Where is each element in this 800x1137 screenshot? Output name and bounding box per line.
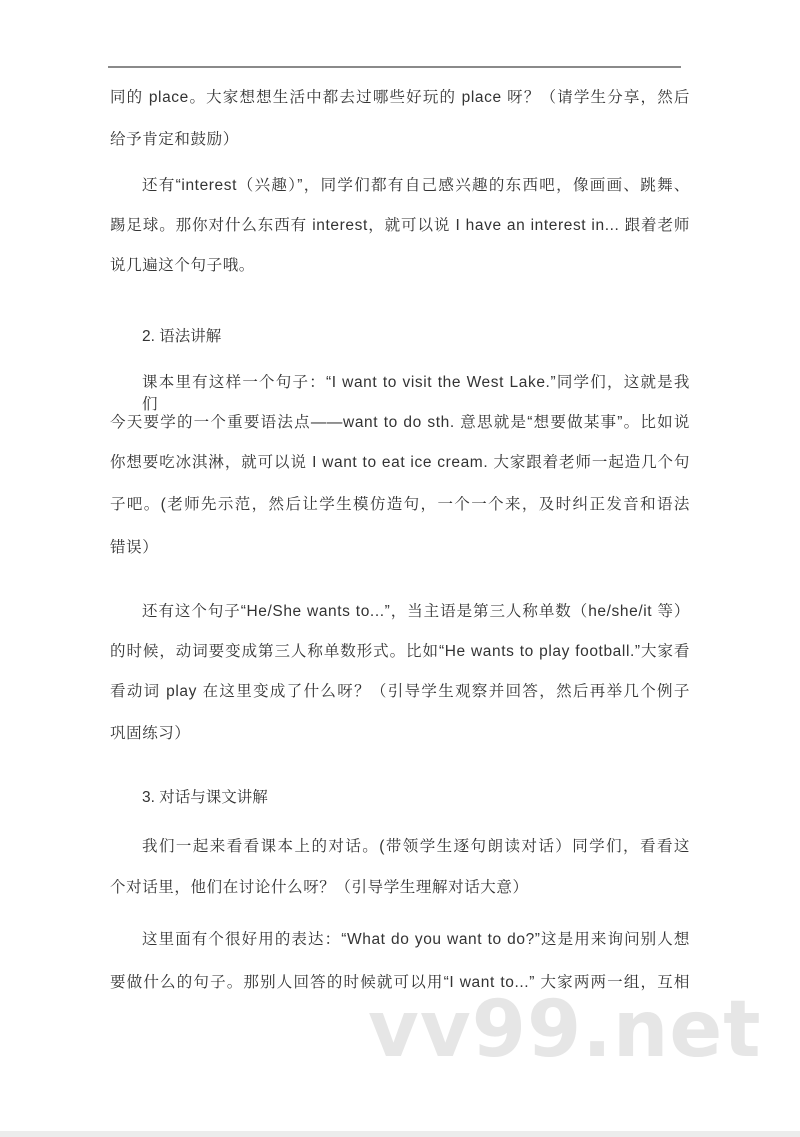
paragraph-line: 课本里有这样一个句子：“I want to visit the West Lake.”同学们，这就是我们: [142, 374, 690, 413]
paragraph-line: 错误）: [110, 539, 159, 556]
paragraph-line: 我们一起来看看课本上的对话。(带领学生逐句朗读对话）同学们，看看这: [142, 838, 690, 855]
header-rule: [108, 66, 681, 68]
watermark: vv99.net: [368, 985, 762, 1075]
paragraph-line: 同的 place。大家想想生活中都去过哪些好玩的 place 呀？（请学生分享，然后: [110, 89, 690, 106]
paragraph-line: 看动词 play 在这里变成了什么呀？（引导学生观察并回答，然后再举几个例子: [110, 683, 690, 700]
paragraph-line: 这里面有个很好用的表达：“What do you want to do?”这是用来询问别人想: [142, 931, 690, 948]
paragraph-line: 还有“interest（兴趣）”，同学们都有自己感兴趣的东西吧，像画画、跳舞、: [142, 177, 690, 194]
section-heading: 3. 对话与课文讲解: [142, 789, 268, 806]
page-bottom-edge: [0, 1131, 800, 1137]
paragraph-line: 踢足球。那你对什么东西有 interest，就可以说 I have an interest in... 跟着老师: [110, 217, 690, 234]
paragraph-line: 的时候，动词要变成第三人称单数形式。比如“He wants to play football.”大家看: [110, 643, 690, 660]
paragraph-line: 给予肯定和鼓励）: [110, 131, 239, 148]
paragraph-line: 子吧。(老师先示范，然后让学生模仿造句，一个一个来，及时纠正发音和语法: [110, 496, 690, 513]
paragraph-line: 巩固练习）: [110, 725, 191, 742]
paragraph-line: 还有这个句子“He/She wants to...”，当主语是第三人称单数（he/she/it 等）: [142, 603, 690, 620]
paragraph-line: 要做什么的句子。那别人回答的时候就可以用“I want to...” 大家两两一组，互相: [110, 974, 690, 991]
paragraph-line: 说几遍这个句子哦。: [110, 257, 255, 274]
section-heading: 2. 语法讲解: [142, 328, 222, 345]
paragraph-line: 今天要学的一个重要语法点——want to do sth. 意思就是“想要做某事”。比如说: [110, 414, 690, 431]
paragraph-line: 你想要吃冰淇淋，就可以说 I want to eat ice cream. 大家跟着老师一起造几个句: [110, 454, 690, 471]
paragraph-line: 个对话里，他们在讨论什么呀？（引导学生理解对话大意）: [110, 879, 529, 896]
